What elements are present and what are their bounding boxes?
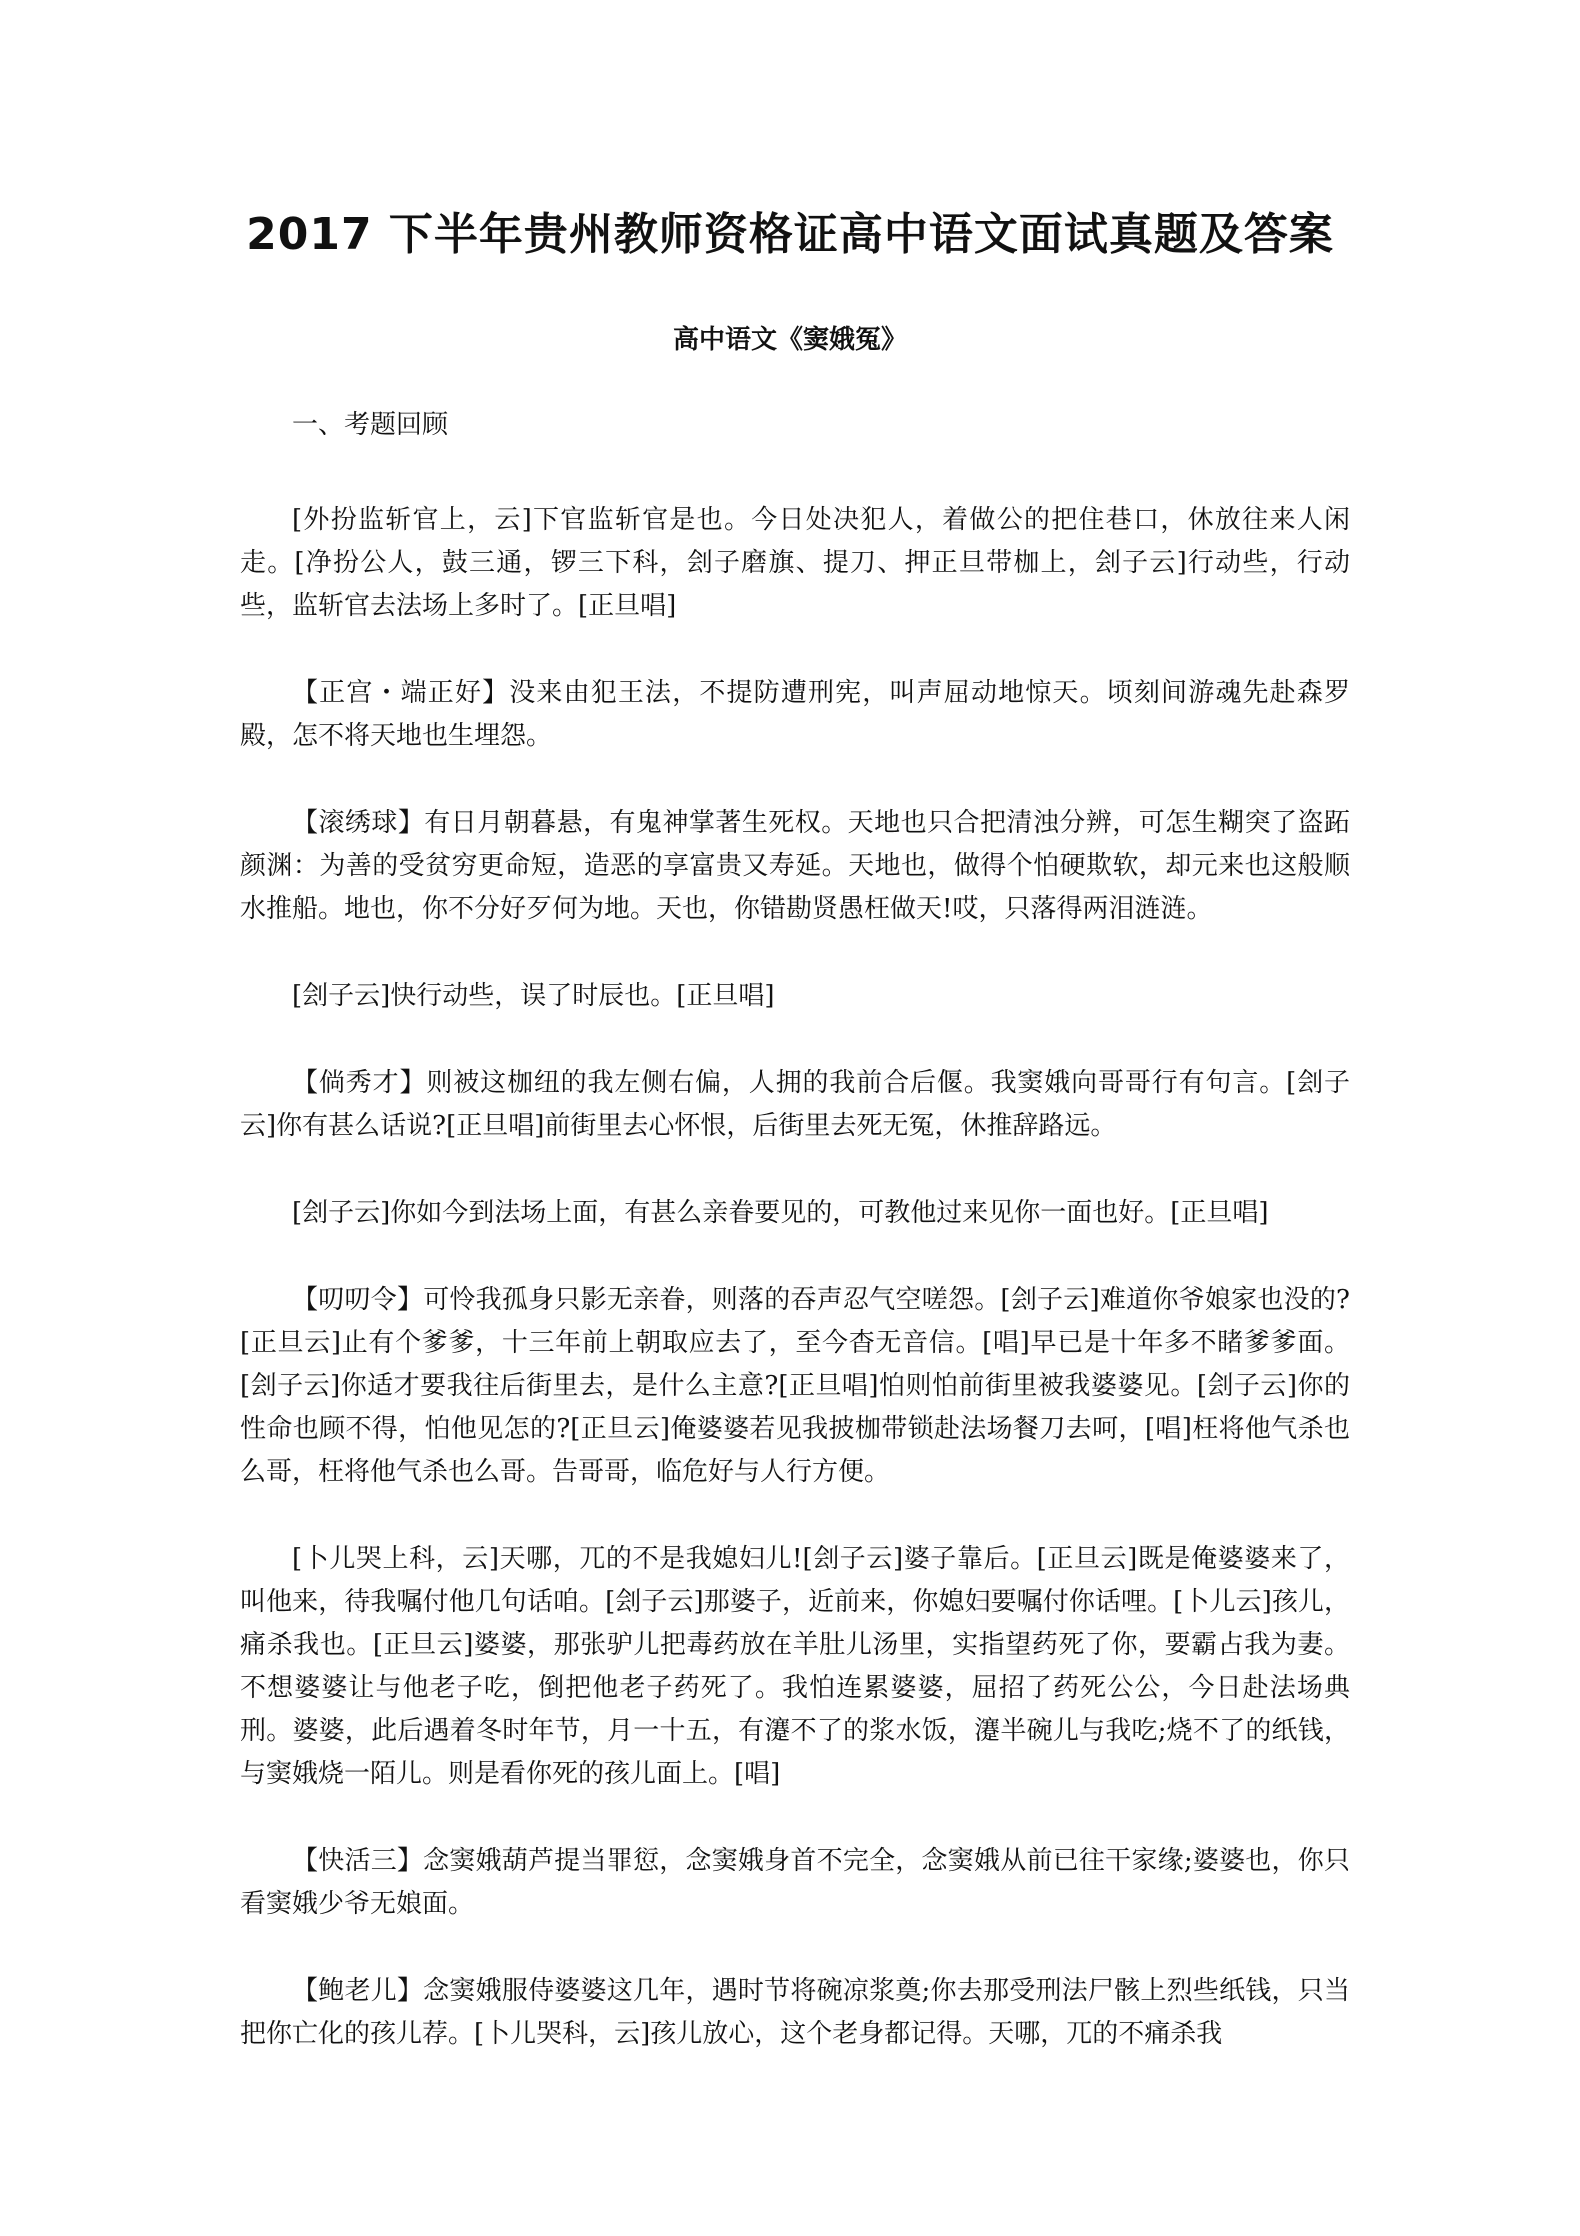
paragraph: 【鲍老儿】念窦娥服侍婆婆这几年，遇时节将碗凉浆奠;你去那受刑法尸骸上烈些纸钱，只当把你亡化的孩儿荐。[卜儿哭科，云]孩儿放心，这个老身都记得。天哪，兀的不痛杀我 [240, 1976, 1350, 2049]
paragraph: 【正宫・端正好】没来由犯王法，不提防遭刑宪，叫声屈动地惊天。顷刻间游魂先赴森罗殿，怎不将天地也生埋怨。 [240, 678, 1350, 751]
paragraph: [刽子云]你如今到法场上面，有甚么亲眷要见的，可教他过来见你一面也好。[正旦唱] [292, 1198, 1269, 1228]
paragraph: [卜儿哭上科，云]天哪，兀的不是我媳妇儿![刽子云]婆子靠后。[正旦云]既是俺婆婆来了，叫他来，待我嘱付他几句话咱。[刽子云]那婆子，近前来，你媳妇要嘱付你话哩。[卜儿云]孩儿，痛杀我也。[正旦云]婆婆，那张驴儿把毒药放在羊肚儿汤里，实指望药死了你，要霸占我为妻。不想婆婆让与他老子吃，倒把他老子药死了。我怕连累婆婆，屈招了药死公公，今日赴法场典刑。婆婆，此后遇着冬时年节，月一十五，有瀽不了的浆水饭，瀽半碗儿与我吃;烧不了的纸钱，与窦娥烧一陌儿。则是看你死的孩儿面上。[唱] [240, 1544, 1350, 1789]
document-body [240, 405, 1350, 2056]
section-heading: 一、考题回顾 [292, 410, 449, 440]
document-subtitle: 高中语文《窦娥冤》 [672, 325, 907, 355]
paragraph: [刽子云]快行动些，误了时辰也。[正旦唱] [292, 981, 775, 1011]
paragraph: 【倘秀才】则被这枷纽的我左侧右偏，人拥的我前合后偃。我窦娥向哥哥行有句言。[刽子云]你有甚么话说?[正旦唱]前街里去心怀恨，后街里去死无冤，休推辞路远。 [240, 1068, 1350, 1141]
paragraph: 【叨叨令】可怜我孤身只影无亲眷，则落的吞声忍气空嗟怨。[刽子云]难道你爷娘家也没的?[正旦云]止有个爹爹，十三年前上朝取应去了，至今杳无音信。[唱]早已是十年多不睹爹爹面。[刽子云]你适才要我往后街里去，是什么主意?[正旦唱]怕则怕前街里被我婆婆见。[刽子云]你的性命也顾不得，怕他见怎的?[正旦云]俺婆婆若见我披枷带锁赴法场餐刀去呵，[唱]枉将他气杀也么哥，枉将他气杀也么哥。告哥哥，临危好与人行方便。 [240, 1285, 1350, 1487]
paragraph: [外扮监斩官上，云]下官监斩官是也。今日处决犯人，着做公的把住巷口，休放往来人闲走。[净扮公人，鼓三通，锣三下科，刽子磨旗、提刀、押正旦带枷上，刽子云]行动些，行动些，监斩官去法场上多时了。[正旦唱] [240, 505, 1350, 621]
paragraph: 【滚绣球】有日月朝暮悬，有鬼神掌著生死权。天地也只合把清浊分辨，可怎生糊突了盗跖颜渊：为善的受贫穷更命短，造恶的享富贵又寿延。天地也，做得个怕硬欺软，却元来也这般顺水推船。地也，你不分好歹何为地。天也，你错勘贤愚枉做天!哎，只落得两泪涟涟。 [240, 808, 1350, 924]
paragraph: 【快活三】念窦娥葫芦提当罪愆，念窦娥身首不完全，念窦娥从前已往干家缘;婆婆也，你只看窦娥少爷无娘面。 [240, 1846, 1350, 1919]
document-title: 2017 下半年贵州教师资格证高中语文面试真题及答案 [246, 209, 1334, 260]
